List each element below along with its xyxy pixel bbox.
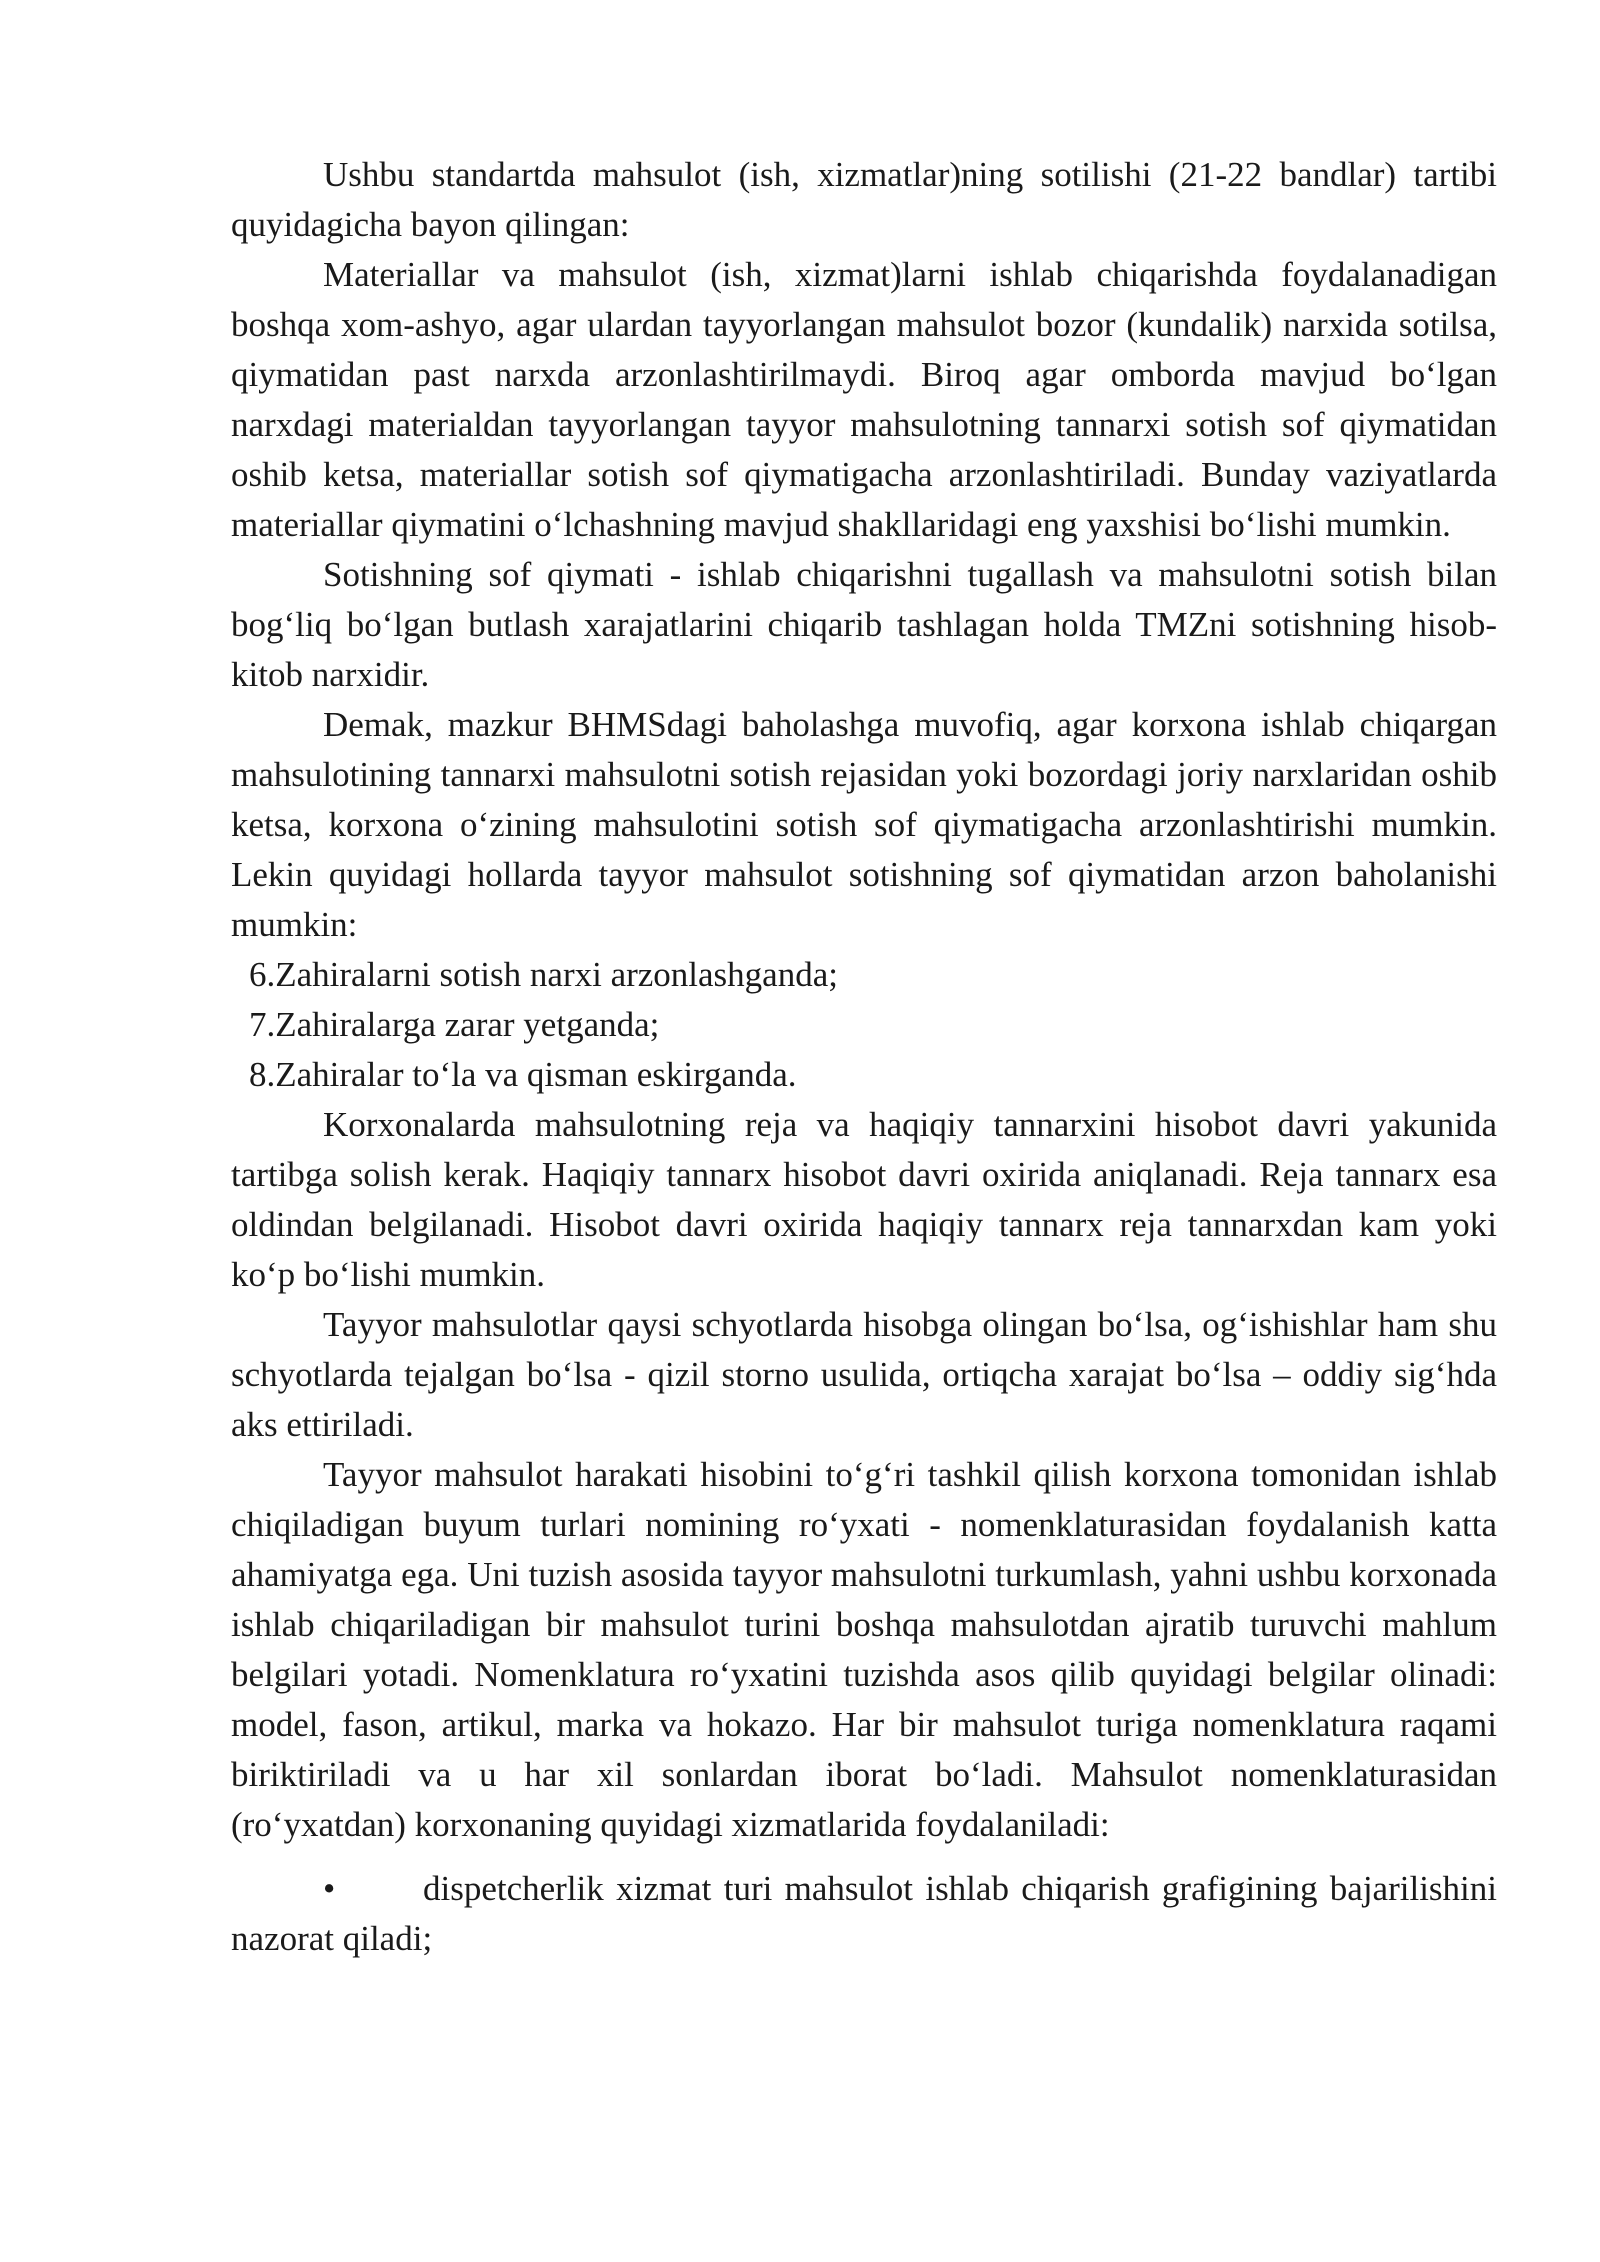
paragraph-cost-adjustment: Korxonalarda mahsulotning reja va haqiqiy tannarxini hisobot davri yakunida tartibga solish kerak. Haqiqiy tannarx hisobot davri oxirida aniqlanadi. Reja tannarx esa oldindan belgilanadi. Hisobot davri oxirida haqiqiy tannarx reja tannarxdan kam yoki ko‘p bo‘lishi mumkin. [231, 1105, 1497, 1294]
bullet-item-text: dispetcherlik xizmat turi mahsulot ishlab chiqarish grafigining bajarilishini nazorat qiladi; [231, 1869, 1497, 1958]
list-item-text: Zahiralarga zarar yetganda; [275, 1005, 660, 1044]
list-item-number: 6. [249, 955, 276, 994]
list-item [231, 1000, 1497, 1050]
list-item-number: 7. [249, 1005, 276, 1044]
list-item-number: 8. [249, 1055, 276, 1094]
list-item-text: Zahiralar to‘la va qisman eskirganda. [275, 1055, 797, 1094]
list-item [231, 950, 1497, 1000]
numbered-list [231, 950, 1497, 1100]
paragraph-nomenclature: Tayyor mahsulot harakati hisobini to‘g‘ri tashkil qilish korxona tomonidan ishlab chiqiladigan buyum turlari nomining ro‘yxati - nomenklaturasidan foydalanish katta ahamiyatga ega. Uni tuzish asosida tayyor mahsulotni turkumlash, yahni ushbu korxonada ishlab chiqariladigan bir mahsulot turini boshqa mahsulotdan ajratib turuvchi mahlum belgilari yotadi. Nomenklatura ro‘yxatini tuzishda asos qilib quyidagi belgilar olinadi: model, fason, artikul, marka va hokazo. Har bir mahsulot turiga nomenklatura raqami biriktiriladi va u har xil sonlardan iborat bo‘ladi. Mahsulot nomenklaturasidan (ro‘yxatdan) korxonaning quyidagi xizmatlarida foydalaniladi: [231, 1455, 1497, 1844]
paragraph-net-value: Sotishning sof qiymati - ishlab chiqarishni tugallash va mahsulotni sotish bilan bog‘liq bo‘lgan butlash xarajatlarini chiqarib tashlagan holda TMZni sotishning hisob-kitob narxidir. [231, 555, 1497, 694]
document-page [231, 150, 1497, 1964]
bullet-icon: • [323, 1869, 336, 1908]
paragraph-standard-intro: Ushbu standartda mahsulot (ish, xizmatlar)ning sotilishi (21-22 bandlar) tartibi quyidagicha bayon qilingan: [231, 155, 1497, 244]
paragraph-deviations: Tayyor mahsulotlar qaysi schyotlarda hisobga olingan bo‘lsa, og‘ishishlar ham shu schyotlarda tejalgan bo‘lsa - qizil storno usulida, ortiqcha xarajat bo‘lsa – oddiy sig‘hda aks ettiriladi. [231, 1305, 1497, 1444]
list-item [231, 1050, 1497, 1100]
list-item-text: Zahiralarni sotish narxi arzonlashganda; [275, 955, 838, 994]
paragraph-materials: Materiallar va mahsulot (ish, xizmat)larni ishlab chiqarishda foydalanadigan boshqa xom-ashyo, agar ulardan tayyorlangan mahsulot bozor (kundalik) narxida sotilsa, qiymatidan past narxda arzonlashtirilmaydi. Biroq agar omborda mavjud bo‘lgan narxdagi materialdan tayyorlangan tayyor mahsulotning tannarxi sotish sof qiymatidan oshib ketsa, materiallar sotish sof qiymatigacha arzonlashtiriladi. Bunday vaziyatlarda materiallar qiymatini o‘lchashning mavjud shakllaridagi eng yaxshisi bo‘lishi mumkin. [231, 255, 1497, 544]
paragraph-valuation: Demak, mazkur BHMSdagi baholashga muvofiq, agar korxona ishlab chiqargan mahsulotining tannarxi mahsulotni sotish rejasidan yoki bozordagi joriy narxlaridan oshib ketsa, korxona o‘zining mahsulotini sotish sof qiymatigacha arzonlashtirishi mumkin. Lekin quyidagi hollarda tayyor mahsulot sotishning sof qiymatidan arzon baholanishi mumkin: [231, 705, 1497, 944]
bullet-item [231, 1864, 1497, 1964]
